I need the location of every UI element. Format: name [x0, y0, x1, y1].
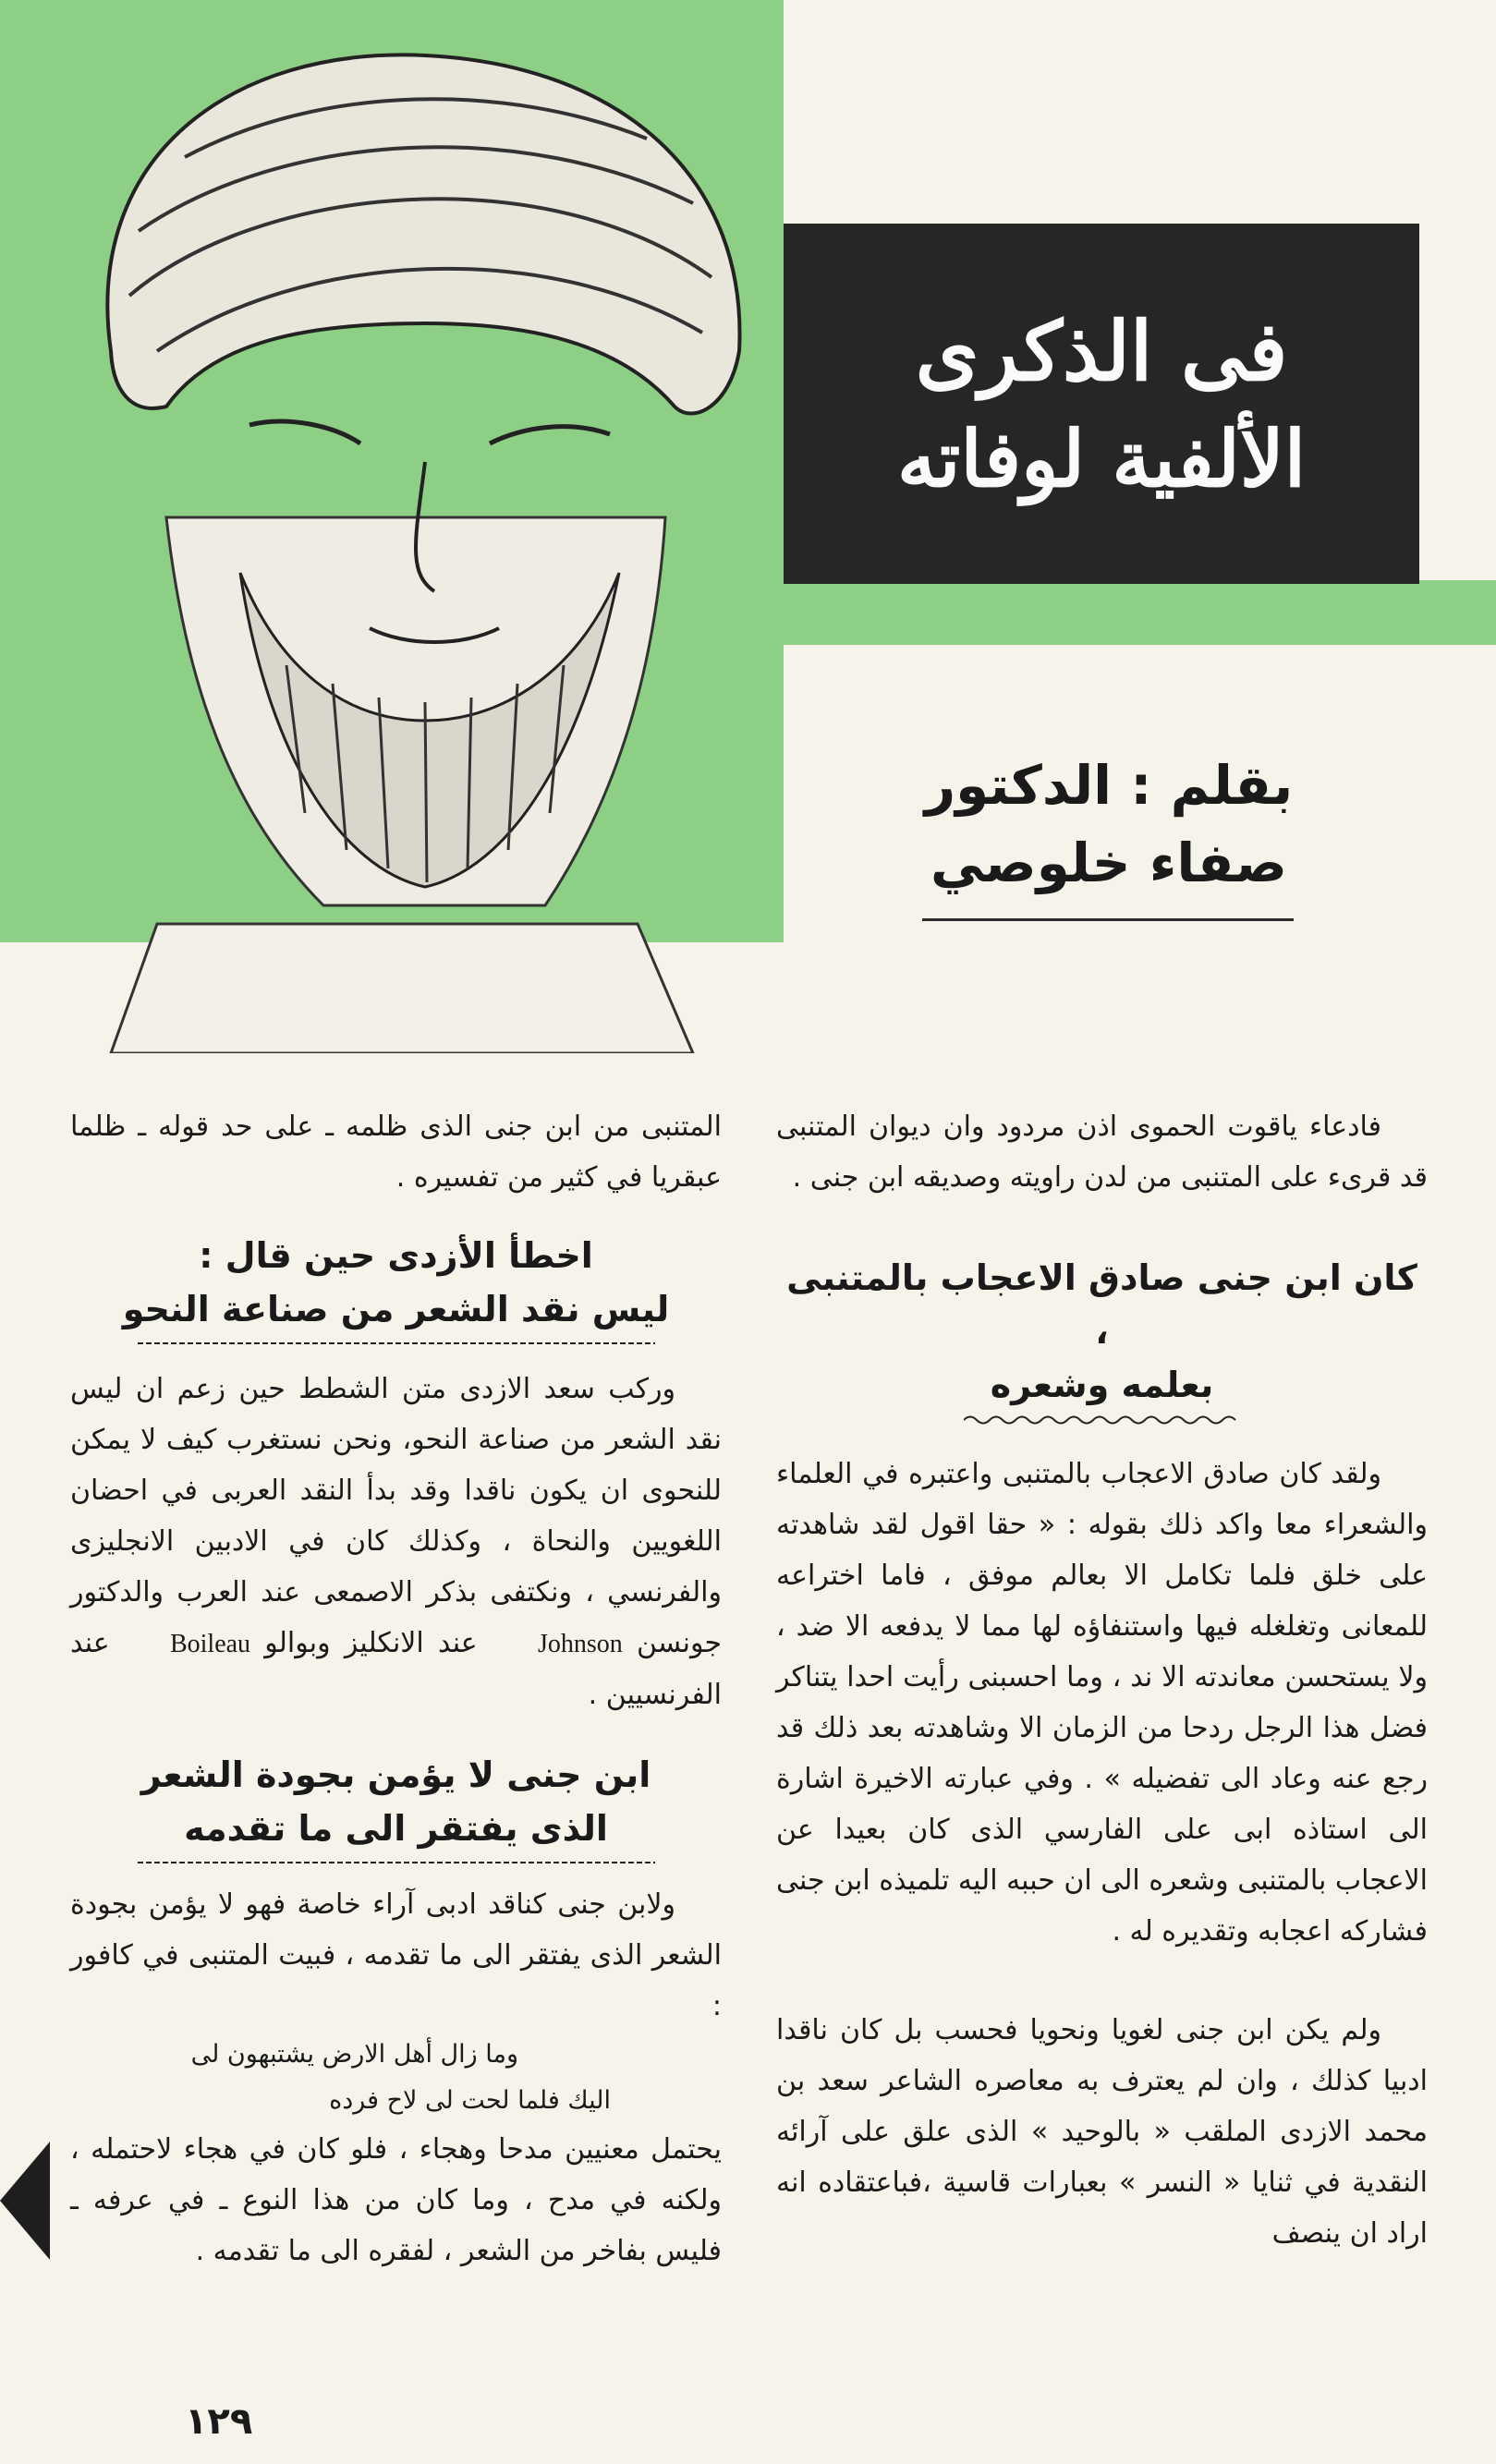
right-paragraph-1: ولقد كان صادق الاعجاب بالمتنبى واعتبره في العلماء والشعراء معا واكد ذلك بقوله : « حقا اقول لقد شاهدته على خلق فلما تكامل الا بعالم موفق ، فاما اختراعه للمعانى وتغلغله فيها واستنفاؤه لها مما لا يدفعه الا ضد ، ولا يستحسن معاندته الا ند ، وما احسبنى رأيت احدا يتناكر فضل هذا الرجل ردحا من الزمان الا وشاهدته بعد ذلك قد رجع عنه وعاد الى تفضيله » . وفي عبارته الاخيرة اشارة الى استاذه ابى على الفارسي الذى كان بعيدا عن الاعجاب بالمتنبى وشعره الى ان حببه اليه تلميذه ابن جنى فشاركه اعجابه وتقديره له . — [776, 1458, 1428, 1948]
article-title-line1: فى الذكرى — [915, 302, 1288, 399]
left-intro-paragraph: المتنبى من ابن جنى الذى ظلمه ـ على حد قوله ـ ظلما عبقريا في كثير من تفسيره . — [70, 1111, 722, 1194]
straight-divider — [138, 1857, 655, 1868]
byline-underline — [922, 918, 1294, 921]
left-paragraph-3-middle: عند الانكليز وبوالو — [264, 1627, 478, 1659]
author-name: صفاء خلوصي — [930, 831, 1287, 895]
section-heading-3-line1: ابن جنى لا يؤمن بجودة الشعر — [140, 1754, 651, 1795]
wavy-divider — [964, 1414, 1241, 1426]
author-byline — [915, 746, 1303, 902]
left-paragraph-4: ولابن جنى كناقد ادبى آراء خاصة فهو لا يؤمن بجودة الشعر الذى يفتقر الى ما تقدمه ، فبيت المتنبى في كافور : — [70, 1888, 722, 2022]
right-intro-paragraph: فادعاء ياقوت الحموى اذن مردود وان ديوان المتنبى قد قرىء على المتنبى من لدن راويته وصديقه ابن جنى . — [776, 1111, 1428, 1194]
byline-label: بقلم : الدكتور — [924, 754, 1294, 817]
article-title-line2: الألفية لوفاته — [896, 412, 1307, 504]
poem-verse-1: وما زال أهل الارض يشتبهون لى — [190, 2040, 518, 2069]
straight-divider — [138, 1338, 655, 1349]
page-number: ١٢٩ — [185, 2400, 253, 2443]
section-heading-2-line2: ليس نقد الشعر من صناعة النحو — [122, 1289, 670, 1329]
latin-name-johnson: Johnson — [537, 1630, 623, 1658]
section-heading-2-line1: اخطأ الأزدى حين قال : — [199, 1235, 593, 1276]
page-turn-arrow-icon — [0, 2142, 50, 2260]
left-paragraph-3-before: وركب سعد الازدى متن الشطط حين زعم ان ليس نقد الشعر من صناعة النحو، ونحن نستغرب كيف لا يمكن للنحوى ان يكون ناقدا وقد بدأ النقد العربى في احضان اللغويين والنحاة ، وكذلك كان في الادبين الانجليزى والفرنسي ، ونكتفى بذكر الاصمعى عند العرب والدكتور جونسن — [70, 1373, 722, 1659]
poem-verse-2: اليك فلما لحت لى لاح فرده — [329, 2086, 611, 2115]
portrait-illustration — [28, 18, 767, 1053]
section-heading-1-line1: كان ابن جنى صادق الاعجاب بالمتنبى ، — [786, 1257, 1417, 1352]
left-paragraph-3-after: عند الفرنسيين . — [70, 1627, 722, 1711]
section-heading-1-line2: بعلمه وشعره — [990, 1365, 1214, 1405]
left-paragraph-5: يحتمل معنيين مدحا وهجاء ، فلو كان في هجاء لاحتمله ، ولكنه في مدح ، وما كان من هذا النوع ـ في عرفه ـ فليس بفاخر من الشعر ، لفقره الى ما تقدمه . — [70, 2133, 722, 2267]
left-paragraph-3 — [70, 1364, 722, 1720]
green-accent-strip — [784, 580, 1496, 645]
right-text-column — [776, 1101, 1428, 2259]
right-paragraph-2: ولم يكن ابن جنى لغويا ونحويا فحسب بل كان ناقدا ادبيا كذلك ، وان لم يعترف به معاصره الشاعر سعد بن محمد الازدى الملقب « بالوحيد » الذى علق على آرائه النقدية في ثنايا « النسر » بعبارات قاسية ،فباعتقاده انه اراد ان ينصف — [776, 2014, 1428, 2250]
left-text-column — [70, 1101, 722, 2276]
latin-name-boileau: Boileau — [169, 1630, 251, 1658]
section-heading-3-line2: الذى يفتقر الى ما تقدمه — [184, 1808, 608, 1849]
title-banner — [784, 224, 1419, 584]
